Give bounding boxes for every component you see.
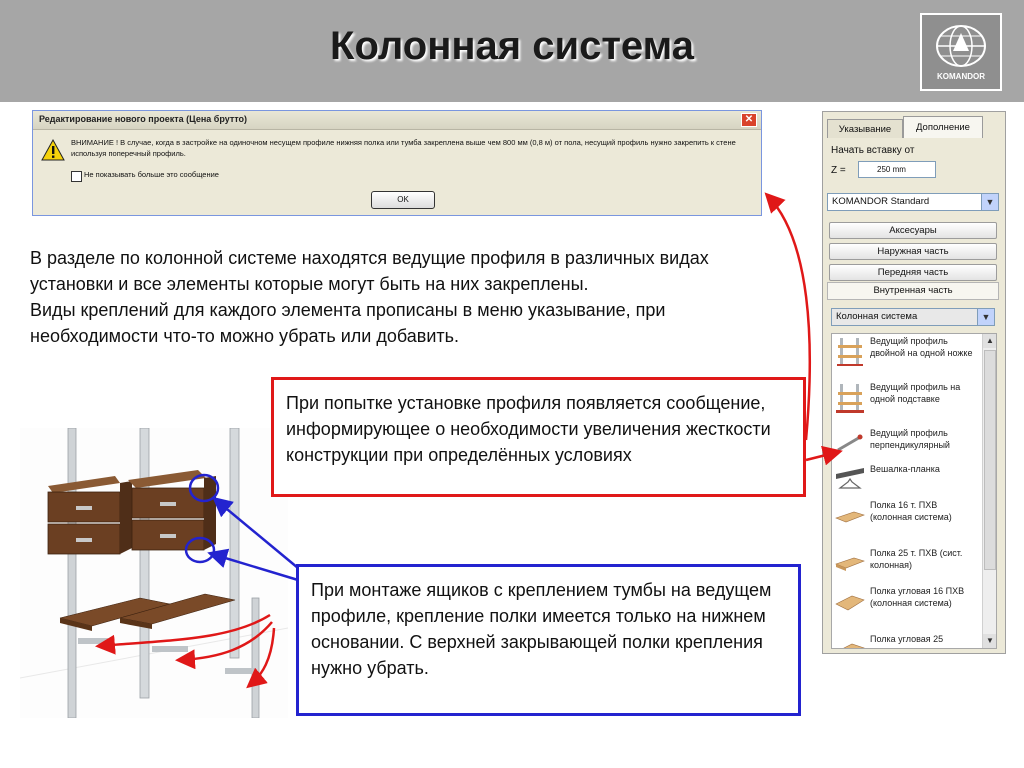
element-list — [831, 333, 997, 649]
insert-panel — [822, 111, 1006, 654]
description-paragraph: В разделе по колонной системе находятся ведущие профиля в различных видах установки и все элементы которые могут быть на них закреплены. — [30, 248, 709, 294]
stand-profile-icon — [834, 382, 866, 414]
red-callout-text: При попытке установке профиля появляется сообщение, информирующее о необходимости увеличения жесткости конструкции при определённых условиях — [286, 393, 771, 465]
dont-show-label: Не показывать больше это сообщение — [84, 170, 219, 179]
ok-button[interactable]: OK — [371, 191, 435, 209]
dialog-message: ВНИМАНИЕ ! В случае, когда в застройке на одиночном несущем профиле нижняя полка или тумба закреплена выше чем 800 мм (0,8 м) от пола, несущий профиль нужно закрепить к стене используя поперечный профиль. — [71, 138, 736, 158]
description-text — [30, 245, 770, 349]
list-item[interactable] — [832, 426, 980, 460]
list-item-label: Полка 25 т. ПХВ (сист. колонная) — [870, 548, 963, 570]
shelf-icon — [834, 548, 866, 580]
list-item[interactable] — [832, 380, 980, 424]
double-profile-icon — [834, 336, 866, 368]
outer-part-button[interactable]: Наружная часть — [829, 243, 997, 260]
list-item-label: Полка угловая 25 — [870, 634, 944, 644]
globe-icon — [922, 19, 1000, 75]
scroll-down-icon[interactable]: ▼ — [983, 634, 997, 648]
category-select-value: Колонная система — [836, 311, 918, 322]
corner-shelf-icon — [834, 634, 866, 649]
dialog-title: Редактирование нового проекта (Цена брутто) — [39, 114, 248, 124]
scroll-up-icon[interactable]: ▲ — [983, 334, 997, 348]
dialog-close-button[interactable]: ✕ — [741, 113, 757, 127]
list-item-label: Ведущий профиль на одной подставке — [870, 382, 961, 404]
tab-ukazyvanie[interactable]: Указывание — [827, 119, 903, 138]
hanger-bar-icon — [834, 464, 866, 496]
corner-shelf-icon — [834, 586, 866, 618]
chevron-down-icon[interactable]: ▼ — [981, 194, 998, 210]
list-item[interactable] — [832, 462, 980, 496]
system-select-value: KOMANDOR Standard — [832, 196, 930, 207]
list-scrollbar[interactable] — [982, 334, 997, 648]
system-select[interactable] — [827, 193, 999, 211]
logo-brand-text: KOMANDOR — [937, 72, 985, 81]
blue-callout-box — [296, 564, 801, 716]
dialog-titlebar[interactable] — [33, 111, 761, 130]
list-item[interactable] — [832, 546, 980, 582]
category-select[interactable] — [831, 308, 995, 326]
description-paragraph: Виды креплений для каждого элемента прописаны в меню указывание, при необходимости что-то можно убрать или добавить. — [30, 300, 666, 346]
list-item-label: Вешалка-планка — [870, 464, 940, 474]
komandor-logo — [920, 13, 1002, 91]
z-value-input[interactable]: 250 mm — [858, 161, 936, 178]
tab-dopolnenie[interactable]: Дополнение — [903, 116, 983, 138]
perpendicular-profile-icon — [834, 428, 866, 460]
list-item[interactable] — [832, 498, 980, 544]
slide-title: Колонная система — [330, 24, 694, 68]
inner-part-section[interactable]: Внутренная часть — [827, 282, 999, 300]
start-insert-label: Начать вставку от — [831, 145, 915, 156]
list-item[interactable] — [832, 334, 980, 380]
red-callout-box — [271, 377, 806, 497]
blue-callout-text: При монтаже ящиков с креплением тумбы на ведущем профиле, крепление полки имеется только на нижнем основании. С верхней закрывающей полки крепления нужно убрать. — [311, 580, 772, 678]
chevron-down-icon[interactable]: ▼ — [977, 309, 994, 325]
shelf-icon — [834, 500, 866, 532]
list-item[interactable] — [832, 632, 980, 649]
warning-dialog — [32, 110, 762, 216]
list-item-label: Ведущий профиль перпендикулярный — [870, 428, 950, 450]
dont-show-checkbox[interactable] — [71, 171, 82, 182]
list-item-label: Ведущий профиль двойной на одной ножке — [870, 336, 973, 358]
list-item-label: Полка 16 т. ПХВ (колонная система) — [870, 500, 952, 522]
front-part-button[interactable]: Передняя часть — [829, 264, 997, 281]
warning-icon — [41, 138, 65, 162]
accessories-button[interactable]: Аксесуары — [829, 222, 997, 239]
list-item[interactable] — [832, 584, 980, 630]
z-label: Z = — [831, 165, 846, 176]
column-system-3d-scene — [20, 428, 288, 718]
list-item-label: Полка угловая 16 ПХВ (колонная система) — [870, 586, 965, 608]
scroll-thumb[interactable] — [984, 350, 996, 570]
